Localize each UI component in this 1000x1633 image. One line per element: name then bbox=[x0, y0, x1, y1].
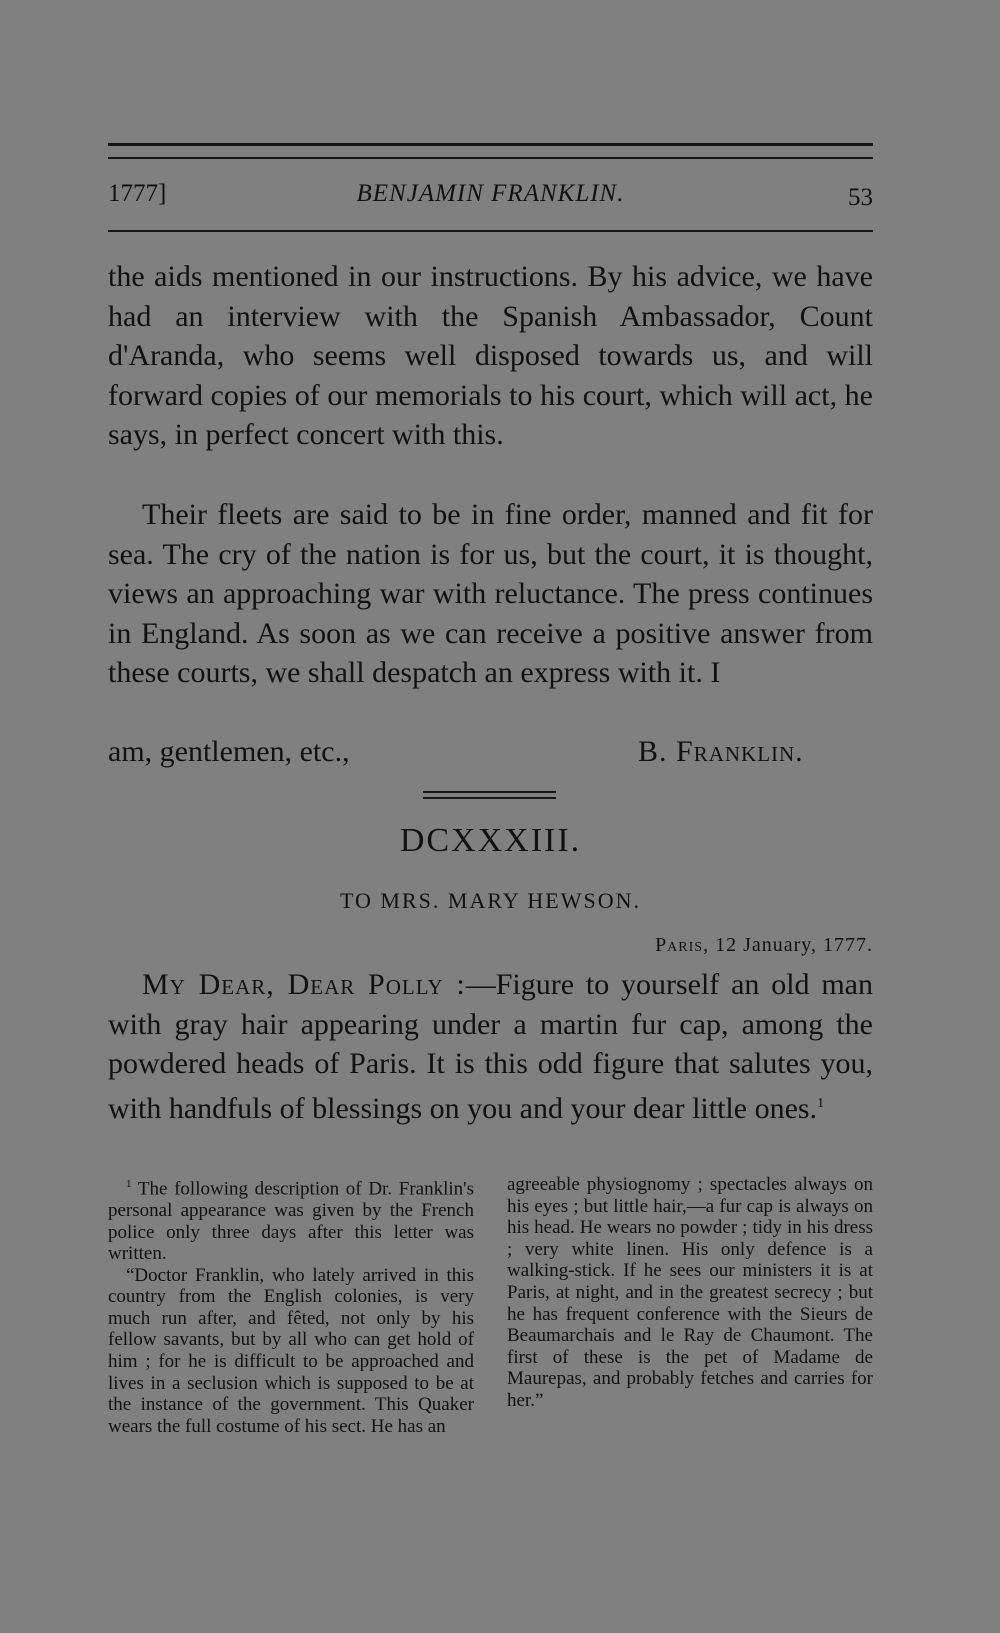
footnote-quote-left: “Doctor Franklin, who lately arrived in this country from the English colonies, is very much run after, and fêted, not only by his fellow savants, but by all who can get hold of him ; for he is difficult to be approached and lives in a seclusion which is supposed to be at the instance of the government. This Quaker wears the full costume of his sect. He has an bbox=[108, 1264, 474, 1437]
dateline bbox=[655, 934, 873, 957]
header-rule bbox=[108, 230, 873, 232]
dateline-date: 12 January, 1777. bbox=[715, 934, 873, 956]
footnotes bbox=[108, 1174, 873, 1484]
letter-opening bbox=[108, 965, 873, 1128]
footnote-reference: 1 bbox=[817, 1095, 825, 1111]
footnote-column-right bbox=[507, 1174, 873, 1412]
paragraph-2: Their fleets are said to be in fine order, manned and fit for sea. The cry of the nation is for us, but the court, it is thought, views an approaching war with reluctance. The press continues in England. As soon as we can receive a positive answer from these courts, we shall despatch an express with it. I bbox=[108, 498, 873, 690]
footnote-column-left bbox=[108, 1174, 474, 1437]
letter-recipient: TO MRS. MARY HEWSON. bbox=[340, 888, 641, 913]
paragraph-1: the aids mentioned in our instructions. By his advice, we have had an interview with the Spanish Ambassador, Count d'Aranda, who seems well disposed towards us, and will forward copies of our memorials to his court, which will act, he says, in perfect concert with this. bbox=[108, 260, 873, 452]
letter-number: DCXXXIII. bbox=[399, 822, 582, 859]
letter-body: —Figure to yourself an old man with gray hair appearing under a martin fur cap, among the powdered heads of Paris. It is this odd figure that salutes you, with handfuls of blessings on you and your dear little ones. bbox=[108, 968, 873, 1125]
section-separator-inner bbox=[423, 797, 556, 799]
running-head bbox=[108, 180, 873, 216]
running-head-title: BENJAMIN FRANKLIN. bbox=[356, 180, 625, 207]
footnote-intro bbox=[108, 1174, 474, 1265]
letter-closing bbox=[108, 732, 873, 771]
signature: B. Franklin. bbox=[638, 735, 804, 768]
footnote-intro-text: The following description of Dr. Franklin's personal appearance was given by the French police only three days after this letter was written. bbox=[108, 1178, 474, 1265]
dateline-place: Paris, bbox=[655, 934, 710, 956]
closing-text: am, gentlemen, etc., bbox=[108, 735, 350, 768]
footnote-quote-right: agreeable physiognomy ; spectacles always on his eyes ; but little hair,—a fur cap is always on his head. He wears no powder ; tidy in his dress ; very white linen. His only defence is a walking-stick. If he sees our ministers it is at Paris, at night, and in the greatest secrecy ; but he has frequent conference with the Sieurs de Beaumarchais and le Ray de Chaumont. The first of these is the pet of Madame de Maurepas, and probably fetches and carries for her.” bbox=[507, 1174, 873, 1411]
salutation: My Dear, Dear Polly : bbox=[142, 968, 466, 1001]
section-separator bbox=[423, 791, 556, 793]
page-number: 53 bbox=[848, 184, 873, 211]
running-head-year: 1777] bbox=[108, 180, 167, 207]
top-rule-inner bbox=[108, 157, 873, 159]
footnote-marker: 1 bbox=[126, 1178, 132, 1190]
top-rule bbox=[108, 143, 873, 146]
